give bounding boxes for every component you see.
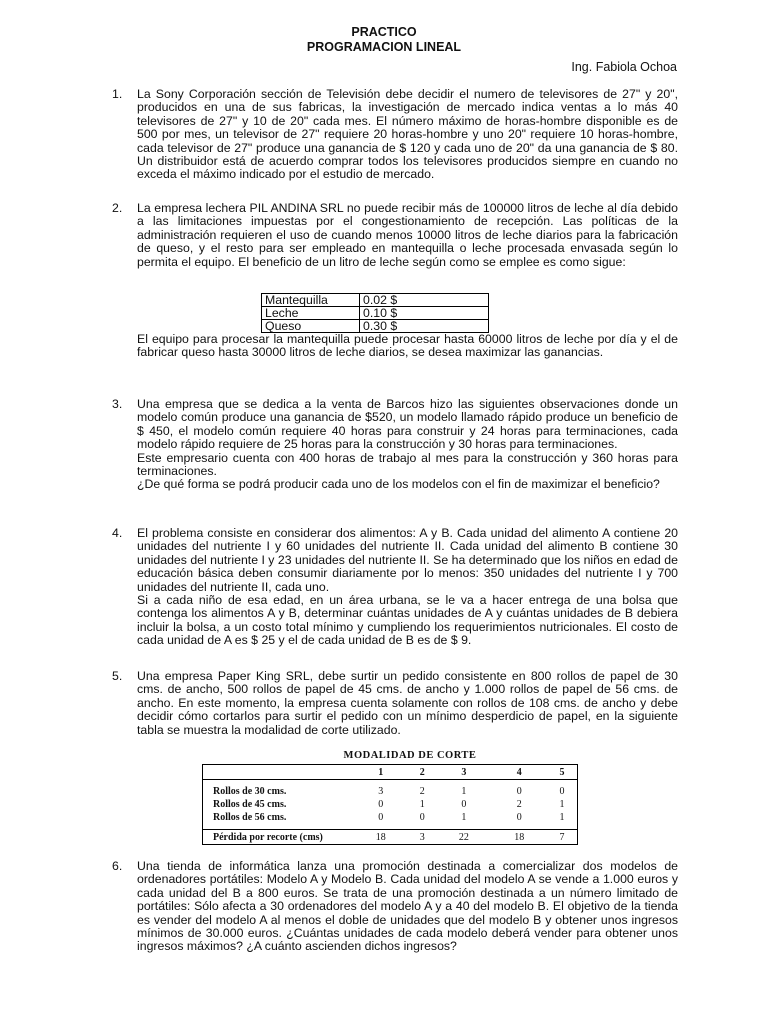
- cutting-table-figure: [202, 750, 578, 845]
- problem-number: 4.: [112, 526, 123, 540]
- table-cell: 1: [559, 812, 565, 823]
- problem-number: 1.: [112, 87, 123, 101]
- problem-text: Una tienda de informática lanza una promoción destinada a comercializar dos modelos de ordenadores portátiles: Modelo A y Modelo B. Cada unidad del modelo A se vende a 1.000 euros y cada unidad del B a 800 euros. Se trata de una promoción destinada a un número limitado de portátiles: Sólo afecta a 30 ordenadores del modelo A y a 40 del modelo B. El objetivo de la tienda es vender del modelo A al menos el doble de unidades que del modelo B y obtener unos ingresos mínimos de 30.000 euros. ¿Cuántas unidades de cada modelo deberá vender para obtener unos ingresos máximos? ¿A cuánto ascienden dichos ingresos?: [137, 859, 678, 954]
- column-header: 2: [408, 765, 436, 780]
- problem-3: [112, 398, 678, 492]
- column-header: 5: [547, 765, 578, 780]
- table-cell: 1: [559, 799, 565, 810]
- table-row: [262, 307, 489, 320]
- table-cell: 2: [419, 786, 425, 797]
- document-title: PRACTICO: [351, 25, 417, 39]
- author-name: Ing. Fabiola Ochoa: [571, 60, 677, 74]
- table-header-row: [203, 765, 578, 780]
- table-cell: 18: [492, 830, 547, 845]
- table-cell: 3: [408, 830, 436, 845]
- row-label: Rollos de 45 cms.: [213, 799, 287, 810]
- table-cell: 7: [547, 830, 578, 845]
- problem-paragraph: Si a cada niño de esa edad, en un área urbana, se le va a hacer entrega de una bolsa que contenga los alimentos A y B, determinar cuántas unidades de A y cuántas unidades de B debiera incluir la bolsa, a un costo total mínimo y cumpliendo los requerimientos nutricionales. El costo de cada unidad de A es $ 25 y el de cada unidad de B es de $ 9.: [137, 593, 678, 648]
- table-cell: 0: [378, 799, 384, 810]
- problem-6: [112, 860, 678, 954]
- problem-4: [112, 527, 678, 648]
- table-cell: 2: [516, 799, 522, 810]
- benefit-table: [261, 293, 489, 333]
- table-cell: 1: [461, 786, 467, 797]
- problem-text: El equipo para procesar la mantequilla puede procesar hasta 60000 litros de leche por día y el de fabricar queso hasta 30000 litros de leche diarios, se desea maximizar las ganancias.: [137, 332, 678, 360]
- problem-number: 6.: [112, 859, 123, 873]
- table-row: [262, 294, 489, 307]
- table-cell: 22: [436, 830, 491, 845]
- table-cell: 1: [461, 812, 467, 823]
- product-cell: Leche: [262, 307, 360, 320]
- problem-paragraph: Este empresario cuenta con 400 horas de trabajo al mes para la construcción y 360 horas para terminaciones.: [137, 450, 678, 479]
- table-cell: 0: [516, 786, 522, 797]
- problem-paragraph: ¿De qué forma se podrá producir cada uno de los modelos con el fin de maximizar el beneficio?: [137, 477, 660, 492]
- document-subtitle: PROGRAMACION LINEAL: [306, 40, 462, 54]
- cutting-table-caption: MODALIDAD DE CORTE: [343, 750, 477, 761]
- table-cell: 0: [461, 799, 467, 810]
- row-label: Rollos de 56 cms.: [213, 812, 287, 823]
- table-row: [262, 320, 489, 333]
- problem-text: La Sony Corporación sección de Televisión debe decidir el numero de televisores de 27" y 20", producidos en una de sus fabricas, la investigación de mercado indica ventas a lo más 40 televisores de 27" y 10 de 20" cada mes. El número máximo de horas-hombre disponible es de 500 por mes, un televisor de 27" requiere 20 horas-hombre y uno 20" requiere 10 horas-hombre, cada televisor de 27" produce una ganancia de $ 120 y cada uno de 20" da una ganancia de $ 80. Un distribuidor está de acuerdo comprar todos los televisores producidos siempre en cuando no exceda el máximo indicado por el estudio de mercado.: [137, 87, 678, 182]
- table-cell: 0: [419, 812, 425, 823]
- table-cell: 1: [419, 799, 425, 810]
- product-cell: Mantequilla: [262, 294, 360, 307]
- header-blank: [203, 765, 354, 780]
- table-cell: 3: [378, 786, 384, 797]
- table-cell: 0: [559, 786, 565, 797]
- value-cell: 0.30 $: [360, 320, 489, 333]
- value-cell: 0.10 $: [360, 307, 489, 320]
- problem-number: 2.: [112, 201, 123, 215]
- column-header: 4: [492, 765, 547, 780]
- problem-5: [112, 670, 678, 737]
- problem-text: Una empresa Paper King SRL, debe surtir un pedido consistente en 800 rollos de papel de 30 cms. de ancho, 500 rollos de papel de 45 cms. de ancho y 1.000 rollos de papel de 56 cms. de ancho. En este momento, la empresa cuenta solamente con rollos de 108 cms. de ancho y debe decidir cómo cortarlos para surtir el pedido con un mínimo desperdicio de papel, en la siguiente tabla se muestra la modalidad de corte utilizado.: [137, 669, 678, 737]
- table-cell: 0: [378, 812, 384, 823]
- problem-2: [112, 202, 678, 269]
- problem-2-continuation: [112, 333, 678, 360]
- problem-text: La empresa lechera PIL ANDINA SRL no puede recibir más de 100000 litros de leche al día debido a las limitaciones impuestas por el congestionamiento de recepción. Las políticas de la administración requieren el uso de cuando menos 10000 litros de leche diarios para la fabricación de queso, y el resto para ser empleado en mantequilla o leche procesada envasada según lo permita el equipo. El beneficio de un litro de leche según como se emplee es como sigue:: [137, 201, 678, 269]
- problem-1: [112, 88, 678, 182]
- product-cell: Queso: [262, 320, 360, 333]
- loss-row: [203, 830, 578, 845]
- problem-number: 3.: [112, 397, 123, 411]
- problem-number: 5.: [112, 669, 123, 683]
- problem-paragraph: El problema consiste en considerar dos alimentos: A y B. Cada unidad del alimento A contiene 20 unidades del nutriente I y 60 unidades del nutriente II. Cada unidad del alimento B contiene 30 unidades del nutriente I y 23 unidades del nutriente II. Se ha determinado que los niños en edad de educación básica deben consumir diariamente por lo menos: 350 unidades del nutriente I y 700 unidades del nutriente II, cada uno.: [137, 526, 678, 594]
- table-cell: 0: [516, 812, 522, 823]
- column-header: 1: [353, 765, 408, 780]
- problem-paragraph: Una empresa que se dedica a la venta de Barcos hizo las siguientes observaciones donde un modelo común produce una ganancia de $520, un modelo llamado rápido produce un beneficio de $ 450, el modelo común requiere 40 horas para construir y 24 horas para terminaciones, cada modelo rápido requiere de 25 horas para la construcción y 30 horas para terminaciones.: [137, 397, 678, 452]
- row-label: Pérdida por recorte (cms): [203, 830, 354, 845]
- table-cell: 18: [353, 830, 408, 845]
- table-row: [203, 798, 578, 811]
- cutting-table: [202, 764, 578, 845]
- table-row: [203, 785, 578, 798]
- table-row: [203, 811, 578, 824]
- row-label: Rollos de 30 cms.: [213, 786, 287, 797]
- value-cell: 0.02 $: [360, 294, 489, 307]
- column-header: 3: [436, 765, 491, 780]
